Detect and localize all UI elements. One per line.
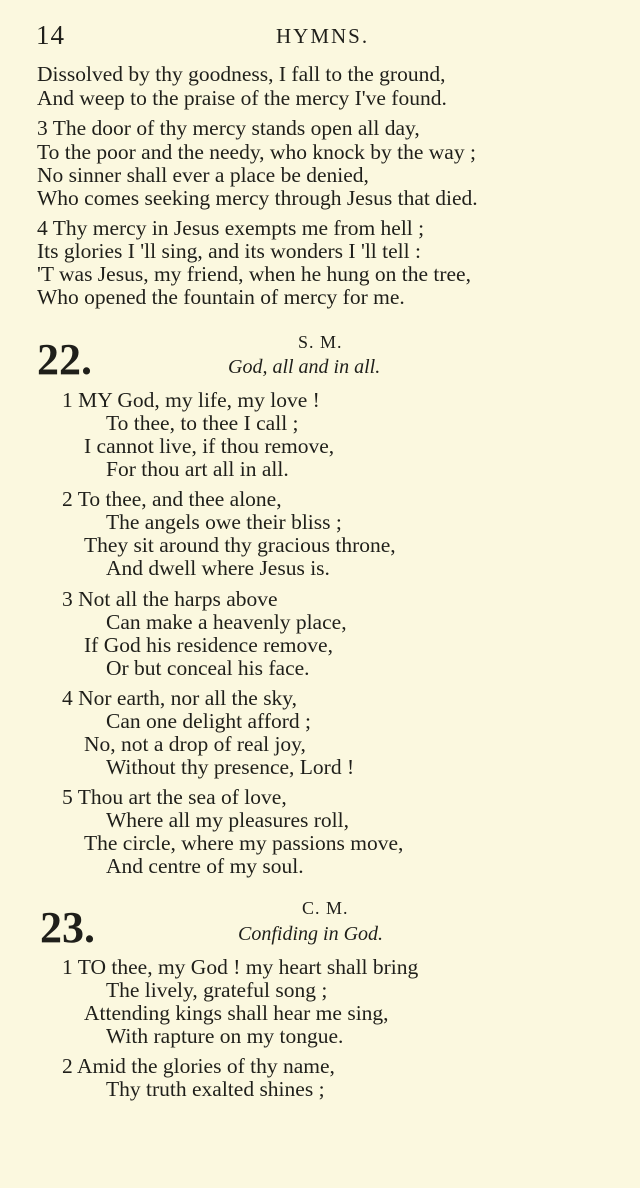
verse-line: With rapture on my tongue. — [106, 1024, 344, 1048]
verse-line: 4 Nor earth, nor all the sky, — [62, 686, 298, 710]
verse-line: And weep to the praise of the mercy I've found. — [37, 86, 447, 110]
verse-line: 3 The door of thy mercy stands open all day, — [37, 116, 420, 140]
hymn-meter: C. M. — [302, 898, 349, 918]
verse-line: Without thy presence, Lord ! — [106, 755, 355, 779]
verse-line: And centre of my soul. — [106, 854, 304, 878]
verse-line: Its glories I 'll sing, and its wonders I 'll tell : — [37, 239, 421, 263]
verse-line: The lively, grateful song ; — [106, 978, 328, 1002]
hymn-number: 23. — [40, 903, 95, 952]
verse-line: Thy truth exalted shines ; — [106, 1077, 325, 1101]
verse-line: And dwell where Jesus is. — [106, 556, 330, 580]
verse-line: No, not a drop of real joy, — [84, 732, 306, 756]
verse-line: No sinner shall ever a place be denied, — [37, 163, 369, 187]
verse-line: To the poor and the needy, who knock by the way ; — [37, 140, 476, 164]
verse-line: Or but conceal his face. — [106, 656, 310, 680]
verse-line: Who opened the fountain of mercy for me. — [37, 285, 405, 309]
verse-line: To thee, to thee I call ; — [106, 411, 299, 435]
verse-line: 'T was Jesus, my friend, when he hung on the tree, — [37, 262, 471, 286]
verse-line: 1 TO thee, my God ! my heart shall bring — [62, 955, 419, 979]
verse-line: Can make a heavenly place, — [106, 610, 347, 634]
hymn-meter: S. M. — [298, 332, 343, 352]
verse-line: For thou art all in all. — [106, 457, 289, 481]
verse-line: I cannot live, if thou remove, — [84, 434, 335, 458]
hymn-title: God, all and in all. — [228, 356, 381, 378]
running-title: HYMNS. — [276, 24, 370, 48]
verse-line: 4 Thy mercy in Jesus exempts me from hell ; — [37, 216, 425, 240]
verse-line: Can one delight afford ; — [106, 709, 311, 733]
verse-line: They sit around thy gracious throne, — [84, 533, 396, 557]
verse-line: 2 To thee, and thee alone, — [62, 487, 282, 511]
verse-line: The circle, where my passions move, — [84, 831, 404, 855]
page-number: 14 — [36, 20, 65, 50]
verse-line: 5 Thou art the sea of love, — [62, 785, 287, 809]
verse-line: 1 MY God, my life, my love ! — [62, 388, 320, 412]
verse-line: Who comes seeking mercy through Jesus that died. — [37, 186, 478, 210]
page-header — [0, 20, 640, 54]
verse-line: Where all my pleasures roll, — [106, 808, 349, 832]
verse-line: If God his residence remove, — [84, 633, 333, 657]
hymn-number: 22. — [37, 335, 92, 384]
verse-line: 3 Not all the harps above — [62, 587, 278, 611]
verse-line: 2 Amid the glories of thy name, — [62, 1054, 335, 1078]
verse-line: Dissolved by thy goodness, I fall to the ground, — [37, 62, 446, 86]
verse-line: The angels owe their bliss ; — [106, 510, 342, 534]
hymn-title: Confiding in God. — [238, 923, 384, 945]
verse-line: Attending kings shall hear me sing, — [84, 1001, 389, 1025]
